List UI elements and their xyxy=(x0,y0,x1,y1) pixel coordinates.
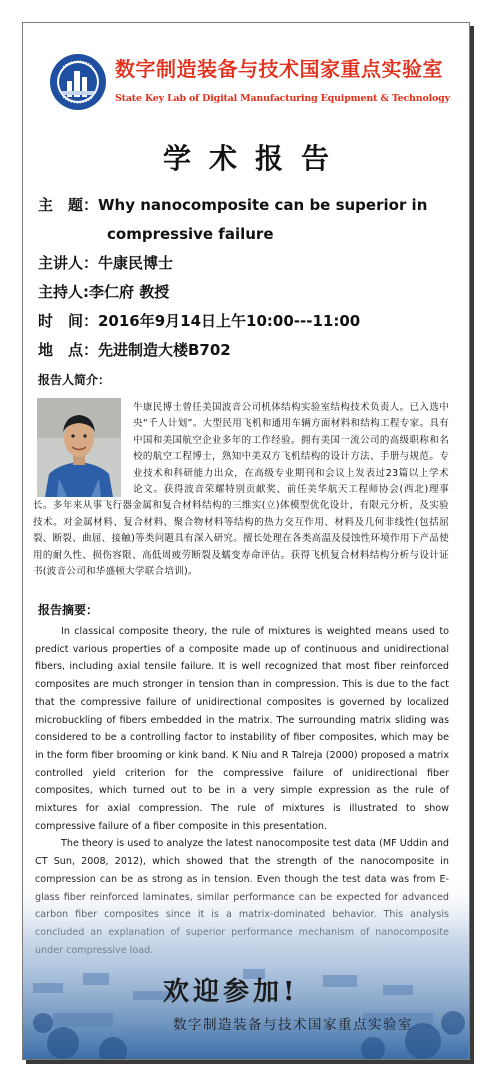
footer-lab-name: 数字制造装备与技术国家重点实验室 xyxy=(173,1017,413,1033)
bio-section xyxy=(33,400,449,580)
talk-info xyxy=(38,191,458,365)
topic-label: 主 题： xyxy=(38,196,99,214)
lab-name-en: State Key Lab of Digital Manufacturing Equipment & Technology xyxy=(115,93,450,104)
time: 时 间：2016年9月14日上午10:00---11:00 xyxy=(38,312,361,330)
lab-logo-icon xyxy=(49,53,107,111)
bio-heading: 报告人简介： xyxy=(38,373,111,387)
topic-row xyxy=(38,191,458,220)
abstract-paragraph: In classical composite theory, the rule of mixtures is weighted means used to predict various properties of a composite made up of continuous and unidirectional fibers, including axial tensile failure. It is well recognized that most fiber reinforced composites are much stronger in tension than in compression. This is due to the fact that the compressive failure of unidirectional composites is governed by localized microbuckling of fibers embedded in the matrix. The surrounding matrix sliding was considered to be a controlling factor to instability of fiber composites, which may be in the form fiber brooming or kink band. K Niu and R Talreja (2000) proposed a matrix controlled yield criterion for the compressive failure of unidirectional fiber composites, which turned out to be in a very simple expression as the rule of mixtures for axial compression. The rule of mixtures is illustrated to show compressive failure of a fiber composite in this presentation. xyxy=(35,626,449,832)
topic-text-line1: Why nanocomposite can be superior in xyxy=(98,196,428,214)
bio-text: 牛康民博士曾任美国波音公司机体结构实验室结构技术负责人。已入选中央“千人计划”。大型民用飞机和通用车辆方面材料和结构工程专家。具有中国和美国航空企业多年的工作经验。拥有美国一流公司的高级职称和名校的航空工程博士，熟知中美双方飞机结构的设计方法、手册与规范。专业技术和科研能力出众，在高级专业期刊和会议上发表过23篇以上学术论文。获得波音荣耀特别贡献奖、前任美华航天工程师协会(西北)理事长。多年来从事飞行器金属和复合材料结构的三维实(立)体模型优化设计，有限元分析，及实验技术。对金属材料、复合材料、聚合物材料等结构的热力交互作用、材料及几何非线性(包括屈裂、断裂、曲屈、接触)等类问题具有深入研究。擅长处理在各类高温及侵蚀性环境作用下产品使用的耐久性、损伤容限、高低周疲劳断裂及蠕变寿命评估。获得飞机复合材料结构分析与设计证书(波音公司和华盛顿大学联合培训)。 xyxy=(33,402,449,578)
abstract-paragraph: The theory is used to analyze the latest nanocomposite test data (MF Uddin and CT Sun, 2008, 2012), which showed that the strength of the nanocomposite in xyxy=(35,838,449,868)
header xyxy=(23,23,469,123)
poster-title: 学术报告 xyxy=(162,142,347,175)
topic-text-line2: compressive failure xyxy=(107,225,274,243)
location: 地 点：先进制造大楼B702 xyxy=(38,341,231,359)
abstract-heading: 报告摘要： xyxy=(38,603,99,617)
poster xyxy=(22,22,470,1060)
lab-name-cn: 数字制造装备与技术国家重点实验室 xyxy=(115,57,443,81)
photo-spacer xyxy=(33,400,133,498)
speaker: 主讲人：牛康民博士 xyxy=(38,254,174,272)
host: 主持人:李仁府 教授 xyxy=(38,283,170,301)
welcome-text: 欢迎参加! xyxy=(163,977,299,1007)
